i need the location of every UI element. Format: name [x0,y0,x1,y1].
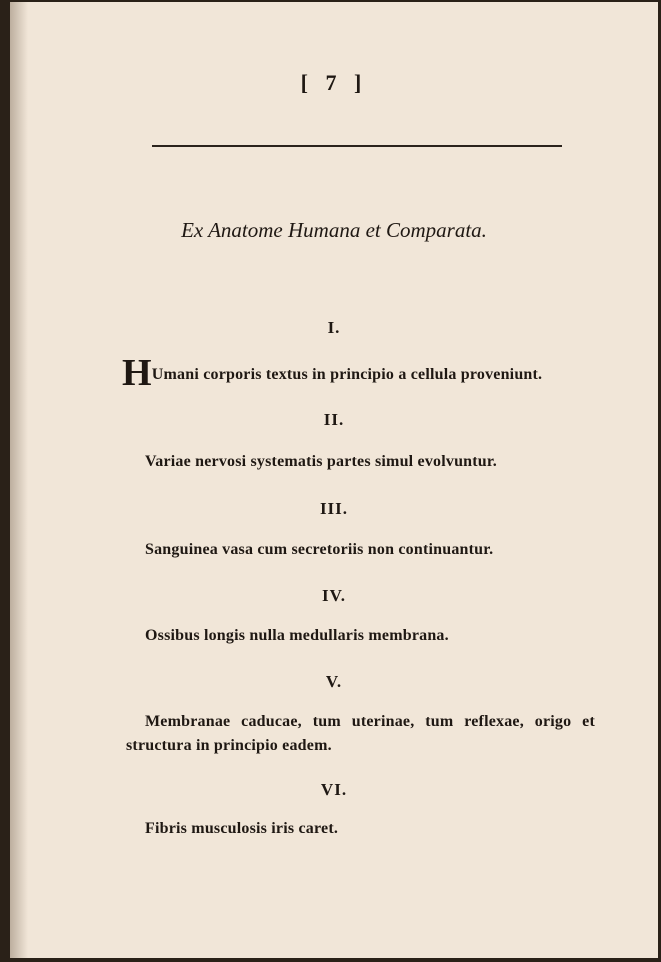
thesis-numeral-1: I. [327,318,341,337]
thesis-text-3: Sanguinea vasa cum secretoriis non continuantur. [145,541,494,558]
thesis-text-6: Fibris musculosis iris caret. [145,820,339,837]
thesis-numeral-3: III. [319,499,349,518]
page-number: [ 7 ] [300,70,368,95]
section-heading: Ex Anatome Humana et Comparata. [181,218,487,242]
thesis-numeral-2: II. [323,410,345,429]
thesis-text-5-line-1: Membranae caducae, tum uterinae, tum reflexae, origo et [145,713,595,730]
thesis-numeral-5: V. [325,672,343,691]
thesis-text-1-body: Umani corporis textus in principio a cellula proveniunt. [151,366,543,383]
thesis-text-4: Ossibus longis nulla medullaris membrana. [145,627,449,644]
thesis-text-1 [122,354,542,392]
thesis-numeral-6: VI. [320,780,348,799]
drop-cap-initial: H [122,352,152,394]
book-page [10,2,658,958]
thesis-numeral-4: IV. [322,586,346,605]
header-rule [152,145,562,147]
thesis-text-5-line-2: structura in principio eadem. [126,737,332,754]
thesis-text-2: Variae nervosi systematis partes simul evolvuntur. [145,453,497,470]
